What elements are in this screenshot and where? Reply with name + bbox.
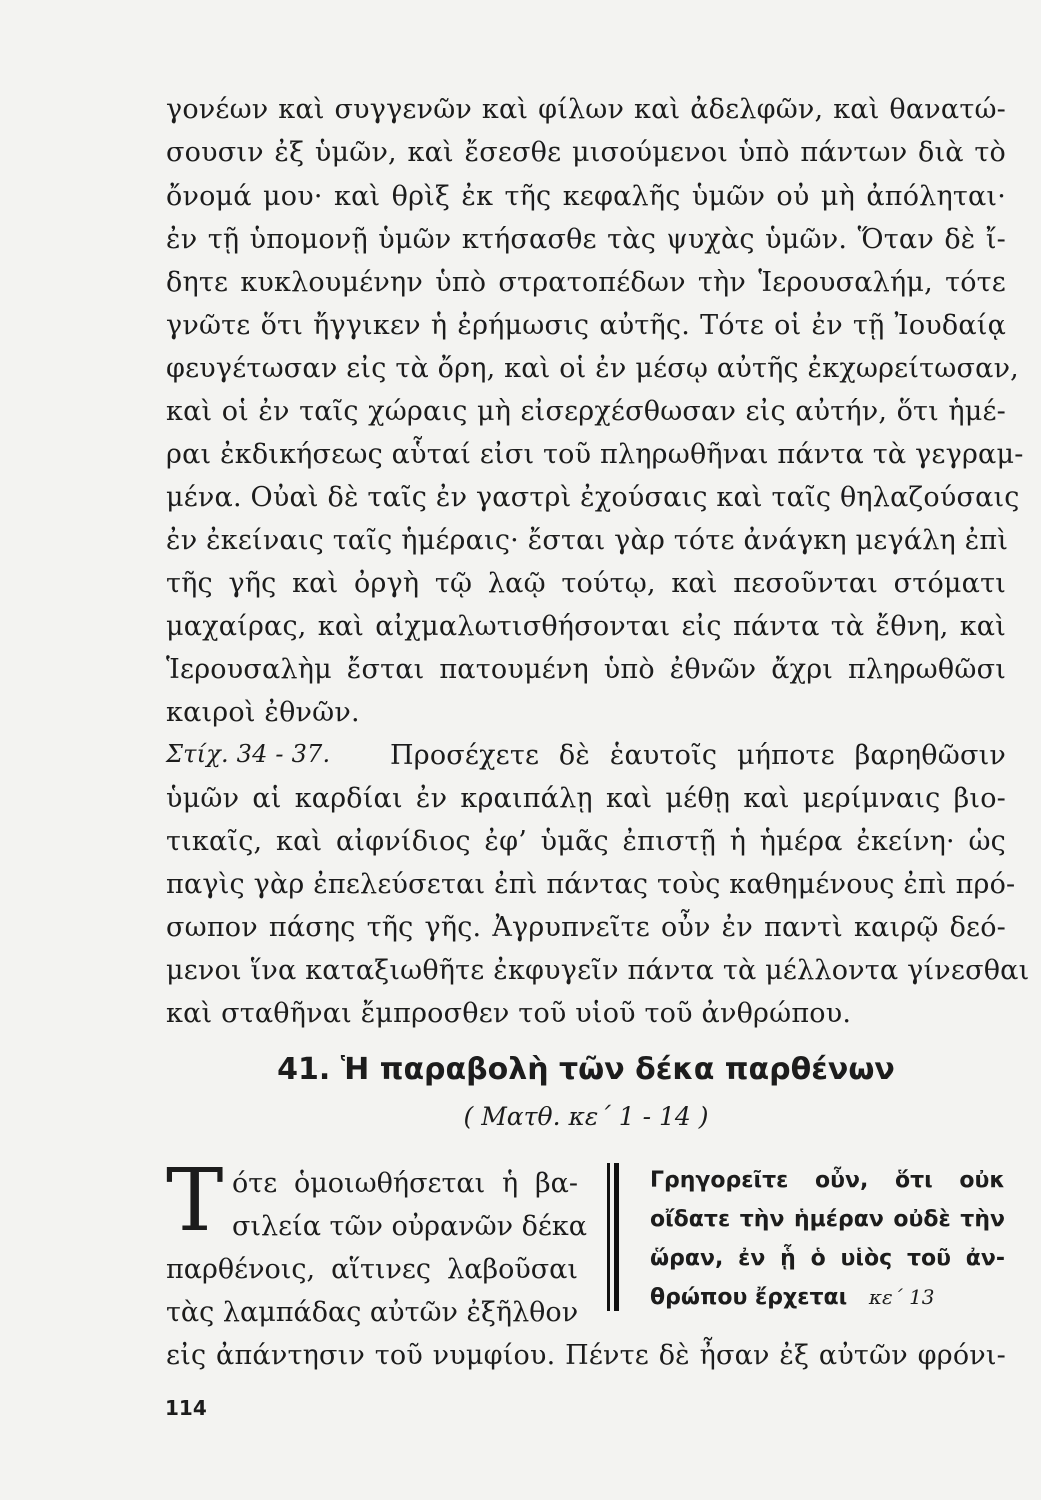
quote-reference: κε΄ 13 [868,1285,935,1309]
body-line: καιροὶ ἐθνῶν. [166,697,360,728]
section-reference: ( Ματθ. κε΄ 1 - 14 ) [463,1102,709,1131]
body-line: καὶ οἱ ἐν ταῖς χώραις μὴ εἰσερχέσθωσαν εἰς αὐτήν, ὅτι ἡμέ- [166,396,1006,427]
quote-last-line [650,1287,1005,1309]
column-rule-left [607,1163,610,1311]
body-line: δητε κυκλουμένην ὑπὸ στρατοπέδων τὴν Ἱερουσαλήμ, τότε [166,267,1006,298]
left-column-line: σιλεία τῶν οὐρανῶν δέκα [232,1211,588,1242]
quote-text: θρώπου ἔρχεται [650,1285,848,1310]
verse-line: καὶ σταθῆναι ἔμπροσθεν τοῦ υἱοῦ τοῦ ἀνθρώπου. [166,998,852,1029]
verse-line: μενοι ἵνα καταξιωθῆτε ἐκφυγεῖν πάντα τὰ μέλλοντα γίνεσθαι [166,955,1030,986]
body-line: ὄνομά μου· καὶ θρὶξ ἐκ τῆς κεφαλῆς ὑμῶν οὐ μὴ ἀπόληται· [166,181,1006,212]
body-line: ἐν ἐκείναις ταῖς ἡμέραις· ἔσται γὰρ τότε ἀνάγκη μεγάλη ἐπὶ [166,525,1009,556]
column-rule-right [614,1163,619,1311]
body-line: τῆς γῆς καὶ ὀργὴ τῷ λαῷ τούτῳ, καὶ πεσοῦνται στόματι [166,568,1006,599]
body-line: ἐν τῇ ὑπομονῇ ὑμῶν κτήσασθε τὰς ψυχὰς ὑμῶν. Ὅταν δὲ ἴ- [166,224,1006,255]
body-line: γνῶτε ὅτι ἤγγικεν ἡ ἐρήμωσις αὐτῆς. Τότε οἱ ἐν τῇ Ἰουδαίᾳ [166,310,1006,341]
body-line: εἰς ἀπάντησιν τοῦ νυμφίου. Πέντε δὲ ἦσαν ἐξ αὐτῶν φρόνι- [166,1340,1006,1371]
verse-reference: Στίχ. 34 - 37. [166,740,331,768]
left-column-line: τὰς λαμπάδας αὐτῶν ἐξῆλθον [166,1297,579,1328]
verse-line: Προσέχετε δὲ ἑαυτοῖς μήποτε βαρηθῶσιν [390,740,1006,771]
body-line: μαχαίρας, καὶ αἰχμαλωτισθήσονται εἰς πάντα τὰ ἔθνη, καὶ [166,611,1006,642]
body-line: μένα. Οὐαὶ δὲ ταῖς ἐν γαστρὶ ἐχούσαις καὶ ταῖς θηλαζούσαις [166,482,1020,513]
verse-line: τικαῖς, καὶ αἰφνίδιος ἐφ’ ὑμᾶς ἐπιστῇ ἡ ἡμέρα ἐκείνη· ὡς [166,826,1006,857]
quote-line: Γρηγορεῖτε οὖν, ὅτι οὐκ [650,1168,1005,1193]
body-line: φευγέτωσαν εἰς τὰ ὄρη, καὶ οἱ ἐν μέσῳ αὐτῆς ἐκχωρείτωσαν, [166,353,1019,384]
verse-line: ὑμῶν αἱ καρδίαι ἐν κραιπάλῃ καὶ μέθῃ καὶ μερίμναις βιο- [166,783,1006,814]
body-line: ραι ἐκδικήσεως αὗταί εἰσι τοῦ πληρωθῆναι πάντα τὰ γεγραμ- [166,439,1024,470]
body-line: γονέων καὶ συγγενῶν καὶ φίλων καὶ ἀδελφῶν, καὶ θανατώ- [166,94,1006,125]
left-column-line: παρθένοις, αἵτινες λαβοῦσαι [166,1254,578,1285]
quote-line: οἴδατε τὴν ἡμέραν οὐδὲ τὴν [650,1207,1005,1232]
drop-cap: Τ [166,1151,224,1251]
verse-line: παγὶς γὰρ ἐπελεύσεται ἐπὶ πάντας τοὺς καθημένους ἐπὶ πρό- [166,869,1016,900]
quote-line: ὥραν, ἐν ᾗ ὁ υἱὸς τοῦ ἀν- [650,1246,1005,1271]
body-line: Ἱερουσαλὴμ ἔσται πατουμένη ὑπὸ ἐθνῶν ἄχρι πληρωθῶσι [166,654,1006,685]
page-number: 114 [165,1396,207,1420]
left-column-line: ότε ὁμοιωθήσεται ἡ βα- [232,1168,578,1199]
verse-line: σωπον πάσης τῆς γῆς. Ἀγρυπνεῖτε οὖν ἐν παντὶ καιρῷ δεό- [166,912,1006,943]
body-line: σουσιν ἐξ ὑμῶν, καὶ ἔσεσθε μισούμενοι ὑπὸ πάντων διὰ τὸ [166,137,1006,168]
section-title: 41. Ἡ παραβολὴ τῶν δέκα παρθένων [277,1052,895,1087]
